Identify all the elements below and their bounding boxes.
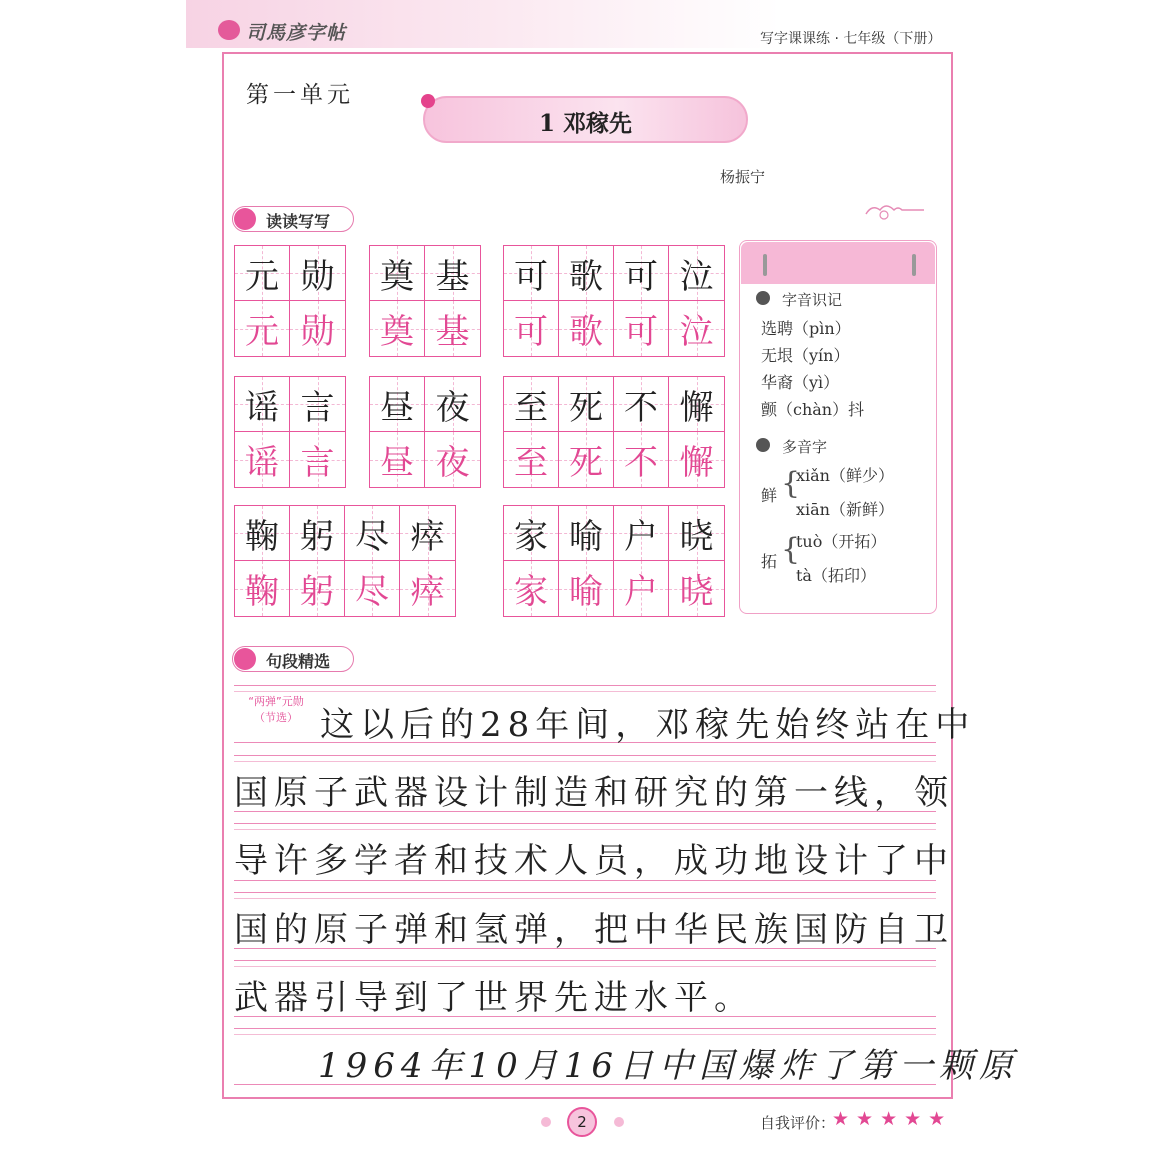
word-char: 瘁 <box>400 506 455 561</box>
trace-char: 昼 <box>370 432 425 487</box>
polyphone-reading: tuò（开拓） <box>796 532 887 551</box>
trace-char: 瘁 <box>400 561 455 616</box>
word-char: 可 <box>614 246 669 301</box>
notes-card-header <box>741 242 935 284</box>
word-char: 基 <box>425 246 480 301</box>
word-char: 懈 <box>669 377 724 432</box>
book-title: 写字课课练 · 七年级（下册） <box>760 31 942 47</box>
brace-icon: { <box>781 532 801 567</box>
word-char: 言 <box>290 377 345 432</box>
word-char: 户 <box>614 506 669 561</box>
word-char: 谣 <box>235 377 290 432</box>
trace-char: 歌 <box>559 301 614 356</box>
ruling-line <box>234 823 936 824</box>
page-number: 2 <box>567 1107 597 1137</box>
word-group-1 <box>234 245 346 357</box>
ruling-line <box>234 966 936 967</box>
trace-char: 躬 <box>290 561 345 616</box>
ruling-line <box>234 892 936 893</box>
word-char: 奠 <box>370 246 425 301</box>
self-eval-stars[interactable]: ★★★★★ <box>832 1108 953 1130</box>
lesson-title: 1 邓稼先 <box>538 110 632 137</box>
trace-char: 奠 <box>370 301 425 356</box>
word-char: 勋 <box>290 246 345 301</box>
play-icon <box>756 438 770 452</box>
word-char: 喻 <box>559 506 614 561</box>
pencil-cup-icon <box>234 208 256 230</box>
ruling-line <box>234 691 936 692</box>
word-group-5 <box>369 376 481 488</box>
ruling-line <box>234 761 936 762</box>
ruling-line <box>234 898 936 899</box>
pronunciation-item: 颤（chàn）抖 <box>761 400 865 419</box>
trace-char: 言 <box>290 432 345 487</box>
ruling-line <box>234 1028 936 1029</box>
trace-char: 家 <box>504 561 559 616</box>
trace-char: 基 <box>425 301 480 356</box>
passage-line: 国的原子弹和氢弹，把中华民族国防自卫 <box>234 910 954 950</box>
polyphone-reading: xiān（新鲜） <box>796 500 894 519</box>
passage-source-note: （节选） <box>254 711 298 724</box>
brand-name: 司馬彦字帖 <box>246 22 347 44</box>
word-char: 晓 <box>669 506 724 561</box>
word-group-7 <box>234 505 456 617</box>
ruling-line <box>234 829 936 830</box>
passage-line: 武器引导到了世界先进水平。 <box>234 978 754 1018</box>
trace-char: 鞠 <box>235 561 290 616</box>
word-char: 夜 <box>425 377 480 432</box>
word-char: 泣 <box>669 246 724 301</box>
passage-source-title: “两弹”元勋 <box>248 695 304 708</box>
word-char: 至 <box>504 377 559 432</box>
trace-char: 晓 <box>669 561 724 616</box>
trace-char: 元 <box>235 301 290 356</box>
lesson-author: 杨振宁 <box>720 168 766 186</box>
word-char: 死 <box>559 377 614 432</box>
pronunciation-item: 无垠（yín） <box>761 346 850 365</box>
page-dot-icon <box>541 1117 551 1127</box>
polyphone-reading: xiǎn（鲜少） <box>796 466 894 485</box>
self-eval-label: 自我评价： <box>760 1114 836 1132</box>
word-group-6 <box>503 376 725 488</box>
ruling-line <box>234 685 936 686</box>
polyphone-title: 多音字 <box>782 438 828 456</box>
word-char: 可 <box>504 246 559 301</box>
section-read-write-label: 读读写写 <box>266 212 331 231</box>
pronunciation-title: 字音识记 <box>782 291 843 309</box>
trace-char: 至 <box>504 432 559 487</box>
word-group-3 <box>503 245 725 357</box>
word-char: 家 <box>504 506 559 561</box>
section-passage-label: 句段精选 <box>266 652 331 671</box>
trace-char: 死 <box>559 432 614 487</box>
word-char: 元 <box>235 246 290 301</box>
trace-char: 可 <box>504 301 559 356</box>
cloud-decoration-icon <box>862 200 928 222</box>
page-dot-icon <box>614 1117 624 1127</box>
word-group-2 <box>369 245 481 357</box>
word-char: 不 <box>614 377 669 432</box>
polyphone-reading: tà（拓印） <box>796 566 876 585</box>
brace-icon: { <box>781 466 801 501</box>
play-icon <box>756 291 770 305</box>
word-char: 昼 <box>370 377 425 432</box>
word-char: 躬 <box>290 506 345 561</box>
ruling-line <box>234 755 936 756</box>
word-char: 鞠 <box>235 506 290 561</box>
unit-title: 第一单元 <box>246 82 354 108</box>
trace-char: 谣 <box>235 432 290 487</box>
trace-char: 喻 <box>559 561 614 616</box>
polyphone-char: 拓 <box>761 552 778 571</box>
passage-line: 这以后的28年间，邓稼先始终站在中 <box>320 705 976 745</box>
brand-logo-icon <box>218 20 240 40</box>
trace-char: 可 <box>614 301 669 356</box>
pronunciation-item: 选聘（pìn） <box>761 319 851 338</box>
trace-char: 尽 <box>345 561 400 616</box>
word-char: 尽 <box>345 506 400 561</box>
passage-line: 1964年10月16日中国爆炸了第一颗原 <box>318 1046 1020 1086</box>
ruling-line <box>234 1034 936 1035</box>
polyphone-char: 鲜 <box>761 486 778 505</box>
passage-source <box>238 694 314 726</box>
binder-ring-icon <box>763 254 767 276</box>
trace-char: 懈 <box>669 432 724 487</box>
trace-char: 不 <box>614 432 669 487</box>
passage-line: 国原子武器设计制造和研究的第一线，领 <box>234 773 954 813</box>
ruling-line <box>234 960 936 961</box>
passage-line: 导许多学者和技术人员，成功地设计了中 <box>234 841 954 881</box>
trace-char: 夜 <box>425 432 480 487</box>
trace-char: 勋 <box>290 301 345 356</box>
word-group-8 <box>503 505 725 617</box>
pronunciation-item: 华裔（yì） <box>761 373 840 392</box>
book-icon <box>234 648 256 670</box>
trace-char: 泣 <box>669 301 724 356</box>
word-char: 歌 <box>559 246 614 301</box>
word-group-4 <box>234 376 346 488</box>
trace-char: 户 <box>614 561 669 616</box>
binder-ring-icon <box>912 254 916 276</box>
